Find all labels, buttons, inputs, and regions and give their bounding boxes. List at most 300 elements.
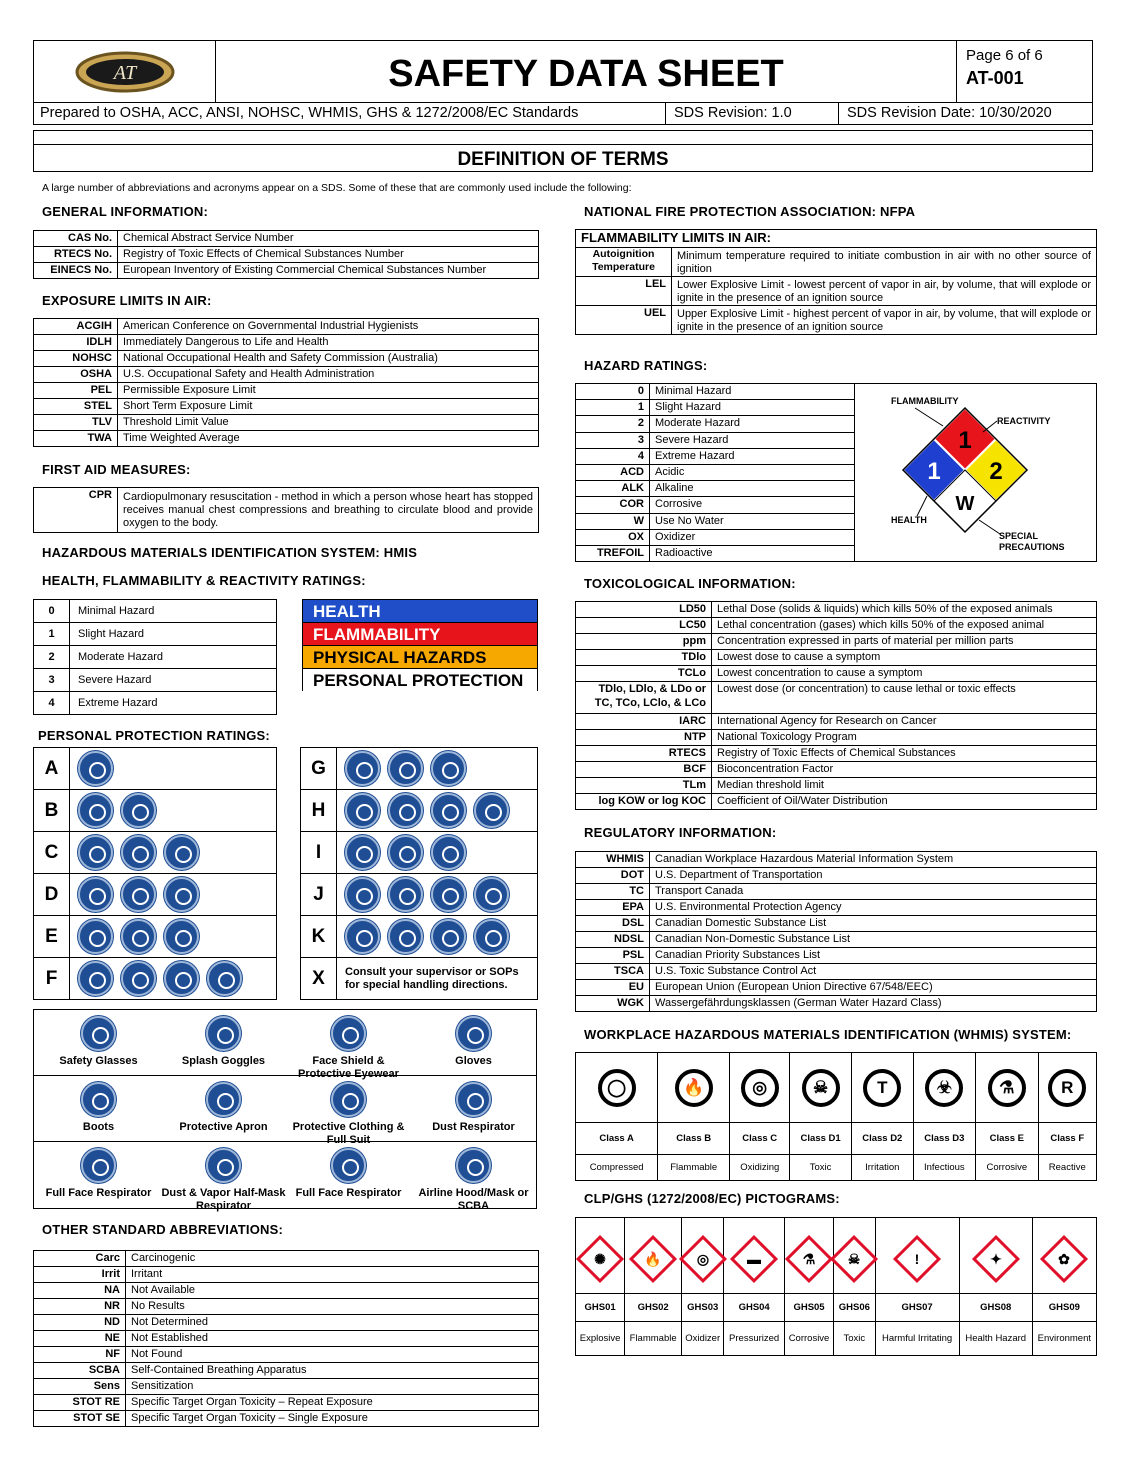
whmis-description: Infectious bbox=[913, 1155, 975, 1181]
exposure-heading: EXPOSURE LIMITS IN AIR: bbox=[42, 293, 212, 308]
tox-key: NTP bbox=[576, 730, 712, 746]
ppe-icon bbox=[164, 919, 199, 954]
ghs-table bbox=[575, 1217, 1097, 1356]
tox-value: Lowest dose to cause a symptom bbox=[712, 650, 1097, 666]
ppe-icon bbox=[388, 919, 423, 954]
ghs-pictogram: ◎ bbox=[682, 1218, 724, 1294]
exposure-row bbox=[34, 367, 539, 383]
hmis-rating-row bbox=[34, 646, 277, 669]
ghs-code: GHS01 bbox=[576, 1294, 625, 1322]
general-key: EINECS No. bbox=[34, 263, 118, 279]
ppe-letter: A bbox=[34, 748, 70, 790]
hmis-rating-value: Extreme Hazard bbox=[70, 692, 277, 715]
page-info bbox=[956, 41, 1092, 102]
ppe-legend-row bbox=[34, 1076, 536, 1146]
hazard-value: Radioactive bbox=[650, 545, 855, 561]
ghs-code: GHS04 bbox=[724, 1294, 785, 1322]
prepared-standards: Prepared to OSHA, ACC, ANSI, NOHSC, WHMIS, GHS & 1272/2008/EC Standards bbox=[40, 103, 666, 124]
reg-row bbox=[576, 916, 1097, 932]
ppe-icons bbox=[337, 916, 538, 958]
reg-key: WHMIS bbox=[576, 852, 650, 868]
hmis-rating-value: Severe Hazard bbox=[70, 669, 277, 692]
exposure-row bbox=[34, 319, 539, 335]
general-value: Chemical Abstract Service Number bbox=[118, 231, 539, 247]
hazard-value: Use No Water bbox=[650, 513, 855, 529]
other-value: Self-Contained Breathing Apparatus bbox=[126, 1363, 539, 1379]
ppe-icon bbox=[207, 961, 242, 996]
exposure-row bbox=[34, 351, 539, 367]
diamond-special-value: W bbox=[955, 493, 975, 515]
standards-bar bbox=[33, 103, 1093, 125]
other-row bbox=[34, 1267, 539, 1283]
ppe-icon bbox=[164, 877, 199, 912]
ghs-description: Environment bbox=[1032, 1322, 1096, 1356]
ppe-icon bbox=[388, 877, 423, 912]
ppe-icon bbox=[78, 835, 113, 870]
whmis-pictogram: ☠ bbox=[790, 1053, 852, 1123]
ppe-right-table bbox=[300, 747, 538, 1000]
ppe-icons bbox=[337, 958, 538, 1000]
nfpa-heading: NATIONAL FIRE PROTECTION ASSOCIATION: NFPA bbox=[584, 204, 916, 219]
ppe-left-table bbox=[33, 747, 277, 1000]
ppe-icon bbox=[431, 793, 466, 828]
hazard-value: Slight Hazard bbox=[650, 400, 855, 416]
flam-value: Minimum temperature required to initiate combustion in air with no other source of ignition bbox=[672, 248, 1097, 277]
ppe-icon bbox=[121, 961, 156, 996]
exposure-row bbox=[34, 335, 539, 351]
ppe-legend-label: Full Face Respirator bbox=[45, 1187, 152, 1199]
ghs-code: GHS06 bbox=[834, 1294, 875, 1322]
exposure-key: STEL bbox=[34, 399, 118, 415]
ppe-legend-icon bbox=[81, 1016, 116, 1051]
ppe-legend-label: Dust Respirator bbox=[432, 1121, 515, 1133]
cpr-value: Cardiopulmonary resuscitation - method in which a person whose heart has stopped receives manual chest compressions and breathing to circulate blood and provide oxygen to the body. bbox=[118, 488, 539, 533]
ppe-legend-row bbox=[34, 1142, 536, 1212]
hmis-rating-key: 4 bbox=[34, 692, 70, 715]
tox-key: ppm bbox=[576, 634, 712, 650]
ppe-legend-label: Face Shield & Protective Eyewear bbox=[298, 1055, 399, 1080]
tox-value: Concentration expressed in parts of material per million parts bbox=[712, 634, 1097, 650]
ppe-row bbox=[34, 916, 277, 958]
other-row bbox=[34, 1315, 539, 1331]
ghs-code: GHS09 bbox=[1032, 1294, 1096, 1322]
hazard-key: 4 bbox=[576, 448, 650, 464]
hazard-value: Alkaline bbox=[650, 481, 855, 497]
section-title: DEFINITION OF TERMS bbox=[457, 149, 669, 170]
tox-value: Lowest dose (or concentration) to cause lethal or toxic effects bbox=[712, 682, 1097, 714]
hmis-rating-key: 2 bbox=[34, 646, 70, 669]
exposure-value: Short Term Exposure Limit bbox=[118, 399, 539, 415]
other-value: Carcinogenic bbox=[126, 1251, 539, 1267]
ppe-legend-icon bbox=[81, 1082, 116, 1117]
ghs-description: Harmful Irritating bbox=[875, 1322, 959, 1356]
flam-row bbox=[576, 248, 1097, 277]
other-key: NA bbox=[34, 1283, 126, 1299]
ppe-icon bbox=[345, 877, 380, 912]
hazard-value: Corrosive bbox=[650, 497, 855, 513]
exposure-key: TWA bbox=[34, 431, 118, 447]
hazard-row bbox=[576, 481, 855, 497]
ppe-icon bbox=[78, 961, 113, 996]
whmis-description: Toxic bbox=[790, 1155, 852, 1181]
ghs-pictogram: ✺ bbox=[576, 1218, 625, 1294]
tox-row bbox=[576, 602, 1097, 618]
tox-key: LC50 bbox=[576, 618, 712, 634]
ppe-row bbox=[301, 958, 538, 1000]
reg-value: U.S. Environmental Protection Agency bbox=[650, 900, 1097, 916]
other-value: Not Available bbox=[126, 1283, 539, 1299]
whmis-pictogram: T bbox=[851, 1053, 913, 1123]
ppe-icon bbox=[121, 835, 156, 870]
other-row bbox=[34, 1331, 539, 1347]
cpr-key: CPR bbox=[34, 488, 118, 533]
ppe-icon bbox=[431, 877, 466, 912]
ppe-legend-label: Protective Apron bbox=[179, 1121, 268, 1133]
reg-row bbox=[576, 996, 1097, 1012]
whmis-description: Reactive bbox=[1038, 1155, 1096, 1181]
reg-row bbox=[576, 884, 1097, 900]
whmis-table bbox=[575, 1052, 1097, 1181]
whmis-class: Class C bbox=[730, 1123, 790, 1155]
hazard-row bbox=[576, 400, 855, 416]
hmis-rating-row bbox=[34, 692, 277, 715]
other-row bbox=[34, 1251, 539, 1267]
whmis-pictogram: ◎ bbox=[730, 1053, 790, 1123]
other-value: No Results bbox=[126, 1299, 539, 1315]
hazard-key: 0 bbox=[576, 384, 650, 400]
ppe-legend-label: Gloves bbox=[455, 1055, 492, 1067]
reg-key: EPA bbox=[576, 900, 650, 916]
other-key: NE bbox=[34, 1331, 126, 1347]
ppe-letter: D bbox=[34, 874, 70, 916]
document-title: SAFETY DATA SHEET bbox=[388, 53, 784, 95]
ppe-row bbox=[301, 916, 538, 958]
tox-value: International Agency for Research on Cancer bbox=[712, 714, 1097, 730]
diamond-precautions-label: PRECAUTIONS bbox=[999, 542, 1065, 552]
ppe-icon bbox=[164, 835, 199, 870]
exposure-value: National Occupational Health and Safety Commission (Australia) bbox=[118, 351, 539, 367]
ghs-description: Flammable bbox=[625, 1322, 682, 1356]
whmis-description: Compressed bbox=[576, 1155, 658, 1181]
diamond-reactivity-value: 2 bbox=[989, 458, 1003, 485]
document-id: AT-001 bbox=[966, 68, 1024, 88]
reg-value: Canadian Domestic Substance List bbox=[650, 916, 1097, 932]
hmis-rating-row bbox=[34, 600, 277, 623]
ppe-icon bbox=[474, 877, 509, 912]
flam-value: Lower Explosive Limit - lowest percent of vapor in air, by volume, that will explode or ignite in the presence of an ignition source bbox=[672, 277, 1097, 306]
sds-revision-date: SDS Revision Date: 10/30/2020 bbox=[847, 105, 1052, 121]
ghs-pictogram: ✦ bbox=[959, 1218, 1032, 1294]
sds-revision: SDS Revision: 1.0 bbox=[666, 103, 839, 124]
whmis-pictogram: 🔥 bbox=[658, 1053, 730, 1123]
general-row bbox=[34, 231, 539, 247]
flam-key: Autoignition Temperature bbox=[576, 248, 672, 277]
ppe-icon bbox=[345, 793, 380, 828]
tox-row bbox=[576, 634, 1097, 650]
ppe-icons bbox=[70, 874, 277, 916]
exposure-row bbox=[34, 431, 539, 447]
hmis-rating-value: Slight Hazard bbox=[70, 623, 277, 646]
flam-row bbox=[576, 277, 1097, 306]
ppe-icon bbox=[345, 751, 380, 786]
hazard-row bbox=[576, 432, 855, 448]
ppe-icons bbox=[70, 748, 277, 790]
whmis-description: Corrosive bbox=[976, 1155, 1038, 1181]
ghs-code: GHS07 bbox=[875, 1294, 959, 1322]
hazard-row bbox=[576, 416, 855, 432]
tox-key: TCLo bbox=[576, 666, 712, 682]
reg-key: EU bbox=[576, 980, 650, 996]
ghs-code: GHS02 bbox=[625, 1294, 682, 1322]
ppe-icon bbox=[388, 751, 423, 786]
tox-value: Registry of Toxic Effects of Chemical Substances bbox=[712, 746, 1097, 762]
other-key: NR bbox=[34, 1299, 126, 1315]
ppe-legend-item bbox=[286, 1016, 411, 1081]
nfpa-diamond-box bbox=[854, 383, 1097, 562]
general-key: CAS No. bbox=[34, 231, 118, 247]
hmis-label bbox=[302, 599, 538, 691]
reg-row bbox=[576, 980, 1097, 996]
whmis-pictogram: ☣ bbox=[913, 1053, 975, 1123]
hazard-value: Minimal Hazard bbox=[650, 384, 855, 400]
other-value: Specific Target Organ Toxicity – Repeat Exposure bbox=[126, 1395, 539, 1411]
ghs-pictogram: ! bbox=[875, 1218, 959, 1294]
whmis-class: Class D1 bbox=[790, 1123, 852, 1155]
first-aid-table bbox=[33, 487, 539, 533]
ppe-icons bbox=[337, 790, 538, 832]
tox-key: IARC bbox=[576, 714, 712, 730]
ppe-icons bbox=[70, 916, 277, 958]
ppe-legend-item bbox=[36, 1016, 161, 1068]
other-table bbox=[33, 1250, 539, 1427]
ppe-letter: F bbox=[34, 958, 70, 1000]
reg-key: NDSL bbox=[576, 932, 650, 948]
reg-key: TSCA bbox=[576, 964, 650, 980]
ppe-icon bbox=[474, 793, 509, 828]
reg-row bbox=[576, 900, 1097, 916]
reg-value: Canadian Priority Substances List bbox=[650, 948, 1097, 964]
whmis-class: Class F bbox=[1038, 1123, 1096, 1155]
other-value: Not Found bbox=[126, 1347, 539, 1363]
other-key: STOT SE bbox=[34, 1411, 126, 1427]
ppe-row bbox=[301, 874, 538, 916]
hazard-key: W bbox=[576, 513, 650, 529]
logo-text: AT bbox=[113, 62, 137, 84]
ppe-legend-item bbox=[286, 1148, 411, 1200]
reg-key: DSL bbox=[576, 916, 650, 932]
ppe-legend-item bbox=[36, 1148, 161, 1200]
tox-row bbox=[576, 730, 1097, 746]
ppe-icons bbox=[337, 748, 538, 790]
other-row bbox=[34, 1411, 539, 1427]
definition-title-box bbox=[33, 130, 1093, 172]
hazard-row bbox=[576, 448, 855, 464]
ppe-letter: X bbox=[301, 958, 337, 1000]
ppe-legend-item bbox=[161, 1016, 286, 1068]
hmis-subheading: HEALTH, FLAMMABILITY & REACTIVITY RATINGS: bbox=[42, 573, 366, 588]
exposure-value: U.S. Occupational Safety and Health Administration bbox=[118, 367, 539, 383]
ghs-pictogram: ☠ bbox=[834, 1218, 875, 1294]
ppe-legend-item bbox=[161, 1148, 286, 1213]
reg-row bbox=[576, 964, 1097, 980]
hazard-key: 3 bbox=[576, 432, 650, 448]
exposure-row bbox=[34, 383, 539, 399]
ppe-legend-icon bbox=[456, 1016, 491, 1051]
hazard-row bbox=[576, 464, 855, 480]
exposure-row bbox=[34, 399, 539, 415]
ppe-icon bbox=[164, 961, 199, 996]
ghs-code: GHS08 bbox=[959, 1294, 1032, 1322]
exposure-value: Time Weighted Average bbox=[118, 431, 539, 447]
reg-value: Canadian Workplace Hazardous Material Information System bbox=[650, 852, 1097, 868]
ppe-letter: K bbox=[301, 916, 337, 958]
reg-key: WGK bbox=[576, 996, 650, 1012]
general-row bbox=[34, 247, 539, 263]
exposure-key: OSHA bbox=[34, 367, 118, 383]
ppe-icon bbox=[78, 919, 113, 954]
other-row bbox=[34, 1347, 539, 1363]
ppe-legend-item bbox=[36, 1082, 161, 1134]
sds-header bbox=[33, 40, 1093, 103]
tox-value: Coefficient of Oil/Water Distribution bbox=[712, 794, 1097, 810]
reg-value: Wassergefährdungsklassen (German Water Hazard Class) bbox=[650, 996, 1097, 1012]
ppe-row bbox=[34, 958, 277, 1000]
general-heading: GENERAL INFORMATION: bbox=[42, 204, 209, 219]
reg-row bbox=[576, 948, 1097, 964]
flam-key: UEL bbox=[576, 306, 672, 335]
hazard-row bbox=[576, 513, 855, 529]
ppe-icon bbox=[121, 793, 156, 828]
ghs-code: GHS05 bbox=[784, 1294, 833, 1322]
tox-row bbox=[576, 618, 1097, 634]
other-value: Specific Target Organ Toxicity – Single Exposure bbox=[126, 1411, 539, 1427]
tox-value: Lethal concentration (gases) which kills 50% of the exposed animal bbox=[712, 618, 1097, 634]
exposure-value: American Conference on Governmental Industrial Hygienists bbox=[118, 319, 539, 335]
exposure-key: IDLH bbox=[34, 335, 118, 351]
whmis-class: Class E bbox=[976, 1123, 1038, 1155]
tox-row bbox=[576, 778, 1097, 794]
ppe-row bbox=[34, 748, 277, 790]
ppe-legend-label: Splash Goggles bbox=[181, 1055, 266, 1067]
ppe-icons bbox=[337, 874, 538, 916]
ppe-icon bbox=[78, 877, 113, 912]
tox-row bbox=[576, 714, 1097, 730]
whmis-pictogram: R bbox=[1038, 1053, 1096, 1123]
exposure-key: ACGIH bbox=[34, 319, 118, 335]
tox-key: RTECS bbox=[576, 746, 712, 762]
whmis-description: Irritation bbox=[851, 1155, 913, 1181]
other-key: STOT RE bbox=[34, 1395, 126, 1411]
ppe-row bbox=[301, 748, 538, 790]
other-value: Not Established bbox=[126, 1331, 539, 1347]
ppe-legend-icon bbox=[331, 1148, 366, 1183]
hazard-key: ACD bbox=[576, 464, 650, 480]
ghs-description: Corrosive bbox=[784, 1322, 833, 1356]
reg-value: European Union (European Union Directive 67/548/EEC) bbox=[650, 980, 1097, 996]
reg-key: DOT bbox=[576, 868, 650, 884]
ghs-heading: CLP/GHS (1272/2008/EC) PICTOGRAMS: bbox=[584, 1191, 840, 1206]
whmis-class: Class A bbox=[576, 1123, 658, 1155]
reg-value: Canadian Non-Domestic Substance List bbox=[650, 932, 1097, 948]
ppe-legend-icon bbox=[206, 1082, 241, 1117]
ppe-icons bbox=[70, 832, 277, 874]
exposure-table bbox=[33, 318, 539, 447]
ppe-icon bbox=[474, 919, 509, 954]
hmis-rating-key: 1 bbox=[34, 623, 70, 646]
hmis-bar-flammability: FLAMMABILITY bbox=[303, 623, 537, 646]
ghs-description: Pressurized bbox=[724, 1322, 785, 1356]
ppe-icon bbox=[345, 835, 380, 870]
hazard-row bbox=[576, 529, 855, 545]
ppe-icon bbox=[431, 835, 466, 870]
ghs-description: Explosive bbox=[576, 1322, 625, 1356]
general-value: Registry of Toxic Effects of Chemical Substances Number bbox=[118, 247, 539, 263]
diamond-health-value: 1 bbox=[927, 458, 941, 485]
diamond-flammability-label: FLAMMABILITY bbox=[891, 396, 959, 406]
hazard-row bbox=[576, 384, 855, 400]
hazard-key: TREFOIL bbox=[576, 545, 650, 561]
other-value: Irritant bbox=[126, 1267, 539, 1283]
hazard-ratings-heading: HAZARD RATINGS: bbox=[584, 358, 708, 373]
ppe-icons bbox=[70, 790, 277, 832]
ppe-legend-icon bbox=[331, 1082, 366, 1117]
ppe-legend-row bbox=[34, 1010, 536, 1080]
ppe-x-note: Consult your supervisor or SOPs for special handling directions. bbox=[345, 965, 519, 991]
ppe-legend-icon bbox=[206, 1148, 241, 1183]
other-key: Irrit bbox=[34, 1267, 126, 1283]
ghs-description: Oxidizer bbox=[682, 1322, 724, 1356]
tox-key: TLm bbox=[576, 778, 712, 794]
reg-key: TC bbox=[576, 884, 650, 900]
tox-key: log KOW or log KOC bbox=[576, 794, 712, 810]
exposure-value: Immediately Dangerous to Life and Health bbox=[118, 335, 539, 351]
whmis-class: Class B bbox=[658, 1123, 730, 1155]
company-logo bbox=[34, 41, 216, 102]
whmis-class: Class D3 bbox=[913, 1123, 975, 1155]
ppe-legend-label: Protective Clothing & Full Suit bbox=[292, 1121, 405, 1146]
other-row bbox=[34, 1395, 539, 1411]
tox-row bbox=[576, 650, 1097, 666]
hazard-key: OX bbox=[576, 529, 650, 545]
ppe-legend-icon bbox=[456, 1082, 491, 1117]
general-row bbox=[34, 263, 539, 279]
other-key: SCBA bbox=[34, 1363, 126, 1379]
tox-key: LD50 bbox=[576, 602, 712, 618]
other-key: Carc bbox=[34, 1251, 126, 1267]
intro-text: A large number of abbreviations and acronyms appear on a SDS. Some of these that are commonly used include the following: bbox=[42, 182, 632, 194]
tox-key: BCF bbox=[576, 762, 712, 778]
ppe-legend bbox=[33, 1009, 537, 1212]
ppe-row bbox=[34, 790, 277, 832]
ghs-code: GHS03 bbox=[682, 1294, 724, 1322]
ghs-pictogram: 🔥 bbox=[625, 1218, 682, 1294]
ppe-row bbox=[34, 874, 277, 916]
whmis-pictogram: ◯ bbox=[576, 1053, 658, 1123]
other-key: ND bbox=[34, 1315, 126, 1331]
hmis-ratings-table bbox=[33, 599, 277, 715]
tox-row bbox=[576, 682, 1097, 714]
hazard-ratings-table bbox=[575, 383, 855, 562]
ppe-heading: PERSONAL PROTECTION RATINGS: bbox=[38, 728, 270, 743]
ppe-letter: G bbox=[301, 748, 337, 790]
ppe-icon bbox=[121, 919, 156, 954]
tox-value: Bioconcentration Factor bbox=[712, 762, 1097, 778]
hmis-rating-value: Moderate Hazard bbox=[70, 646, 277, 669]
ppe-icon bbox=[388, 835, 423, 870]
tox-table bbox=[575, 601, 1097, 810]
reg-row bbox=[576, 868, 1097, 884]
hazard-row bbox=[576, 545, 855, 561]
